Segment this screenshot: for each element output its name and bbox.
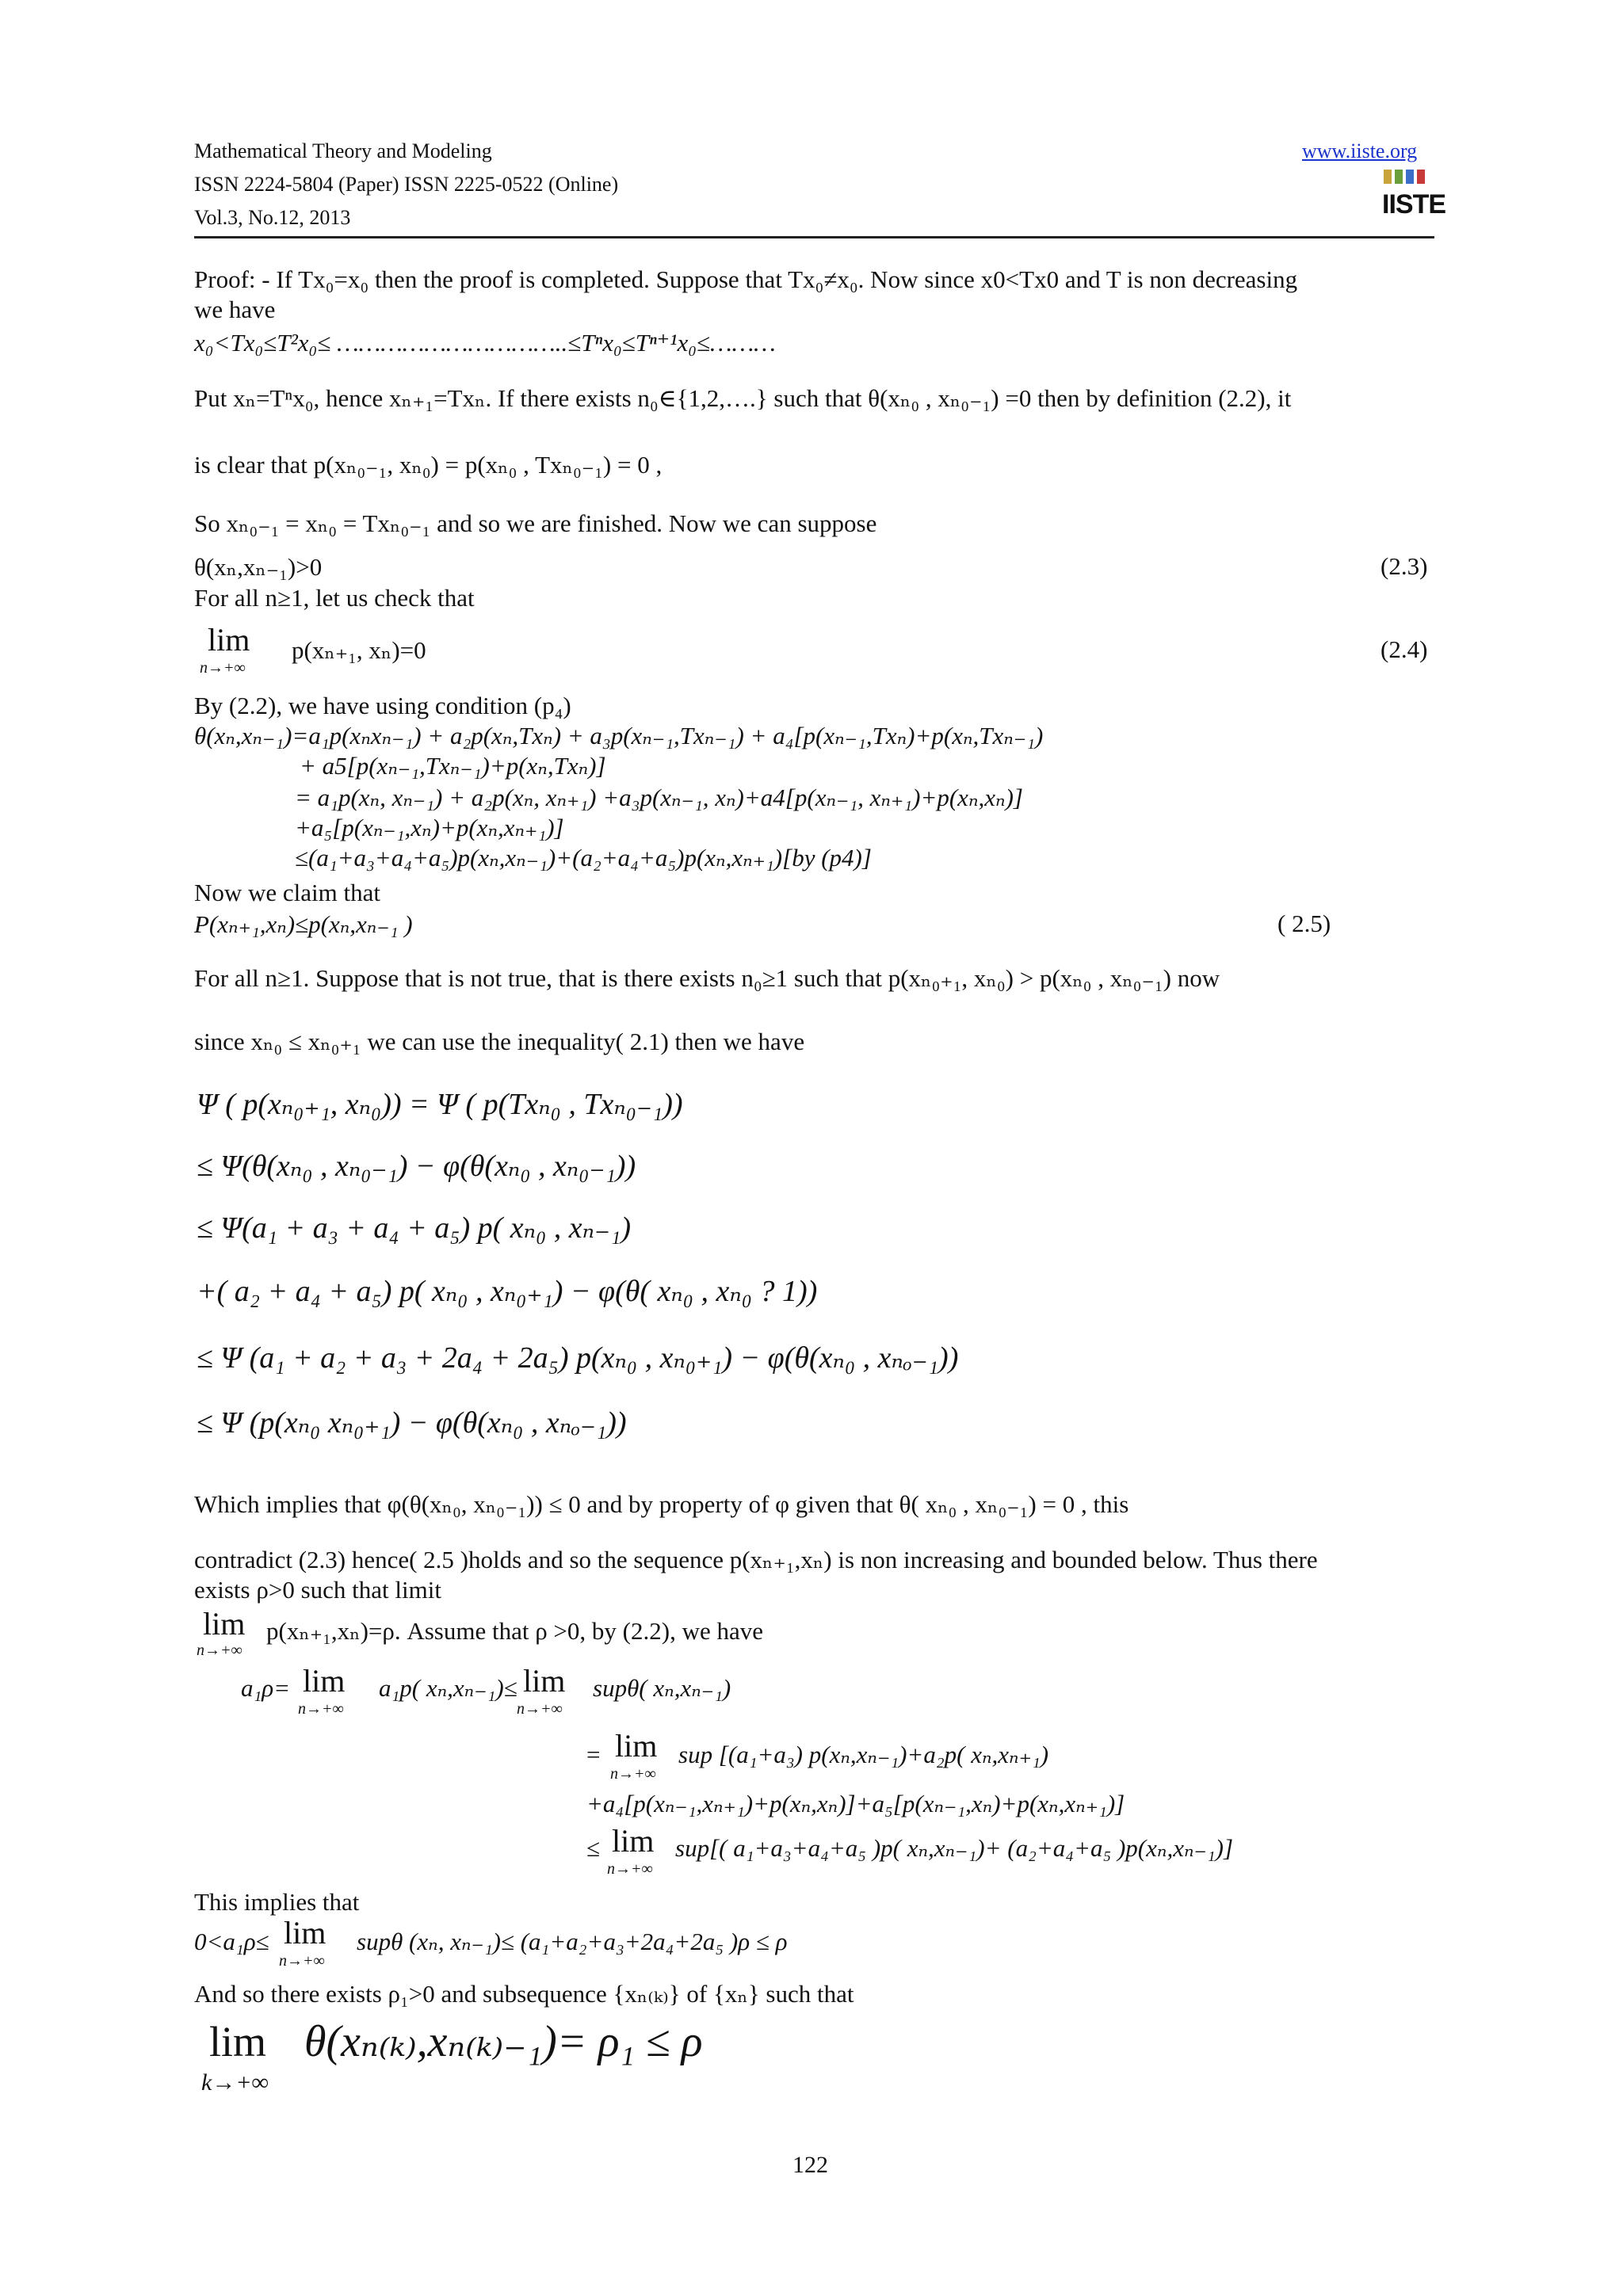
proof-line-1a: Proof: - If Tx₀=x₀ then the proof is completed. Suppose that Tx₀≠x₀. Now since x0<Tx0 and T is non decreasing bbox=[194, 265, 1298, 293]
proof-line-11: + a5[p(xₙ₋₁,Txₙ₋₁)+p(xₙ,Txₙ)] bbox=[300, 752, 606, 780]
proof-line-27: exists ρ>0 such that limit bbox=[194, 1576, 441, 1604]
inequality-step-3: ≤ Ψ(a₁ + a₃ + a₄ + a₅) p( xₙ₀ , xₙ₋₁) bbox=[197, 1211, 631, 1245]
sup-expansion-2: +a₄[p(xₙ₋₁,xₙ₊₁)+p(xₙ,xₙ)]+a₅[p(xₙ₋₁,xₙ)+p(xₙ,xₙ₊₁)] bbox=[586, 1790, 1125, 1817]
bound-expression: supθ (xₙ, xₙ₋₁)≤ (a₁+a₂+a₃+2a₄+2a₅ )ρ ≤ ρ bbox=[357, 1928, 788, 1955]
proof-line-2: x₀<Tx₀≤T²x₀≤ …………………………..≤Tⁿx₀≤Tⁿ⁺¹x₀≤……… bbox=[194, 329, 776, 357]
page-number: 122 bbox=[792, 2152, 828, 2178]
proof-line-17: For all n≥1. Suppose that is not true, that is there exists n₀≥1 such that p(xₙ₀₊₁, xₙ₀) > p(xₙ₀ , xₙ₀₋₁) now bbox=[194, 964, 1220, 992]
final-limit-subscript: k→+∞ bbox=[201, 2069, 269, 2096]
a1-rho-term: a₁p( xₙ,xₙ₋₁)≤ bbox=[379, 1674, 517, 1702]
sup-expansion-1: sup [(a₁+a₃) p(xₙ,xₙ₋₁)+a₂p( xₙ,xₙ₊₁) bbox=[678, 1741, 1049, 1768]
equation-number-2-3: (2.3) bbox=[1381, 552, 1428, 580]
limit-subscript: n→+∞ bbox=[517, 1700, 563, 1718]
equation-number-2-5: ( 2.5) bbox=[1277, 910, 1331, 937]
header-rule bbox=[194, 236, 1434, 238]
limit-operator: lim bbox=[523, 1663, 566, 1699]
proof-line-26: contradict (2.3) hence( 2.5 )holds and so the sequence p(xₙ₊₁,xₙ) is non increasing and bounded below. Thus there bbox=[194, 1546, 1318, 1573]
inequality-step-6: ≤ Ψ (p(xₙ₀ xₙ₀₊₁) − φ(θ(xₙ₀ , xₙₒ₋₁)) bbox=[197, 1406, 627, 1440]
proof-line-3: Put xₙ=Tⁿx₀, hence xₙ₊₁=Txₙ. If there exists n₀∈{1,2,….} such that θ(xₙ₀ , xₙ₀₋₁) =0 then by definition (2.2), it bbox=[194, 384, 1292, 412]
journal-issn: ISSN 2224-5804 (Paper) ISSN 2225-0522 (Online) bbox=[194, 173, 619, 196]
proof-line-1b: we have bbox=[194, 296, 276, 323]
limit-operator: lim bbox=[284, 1915, 327, 1951]
inequality-step-2: ≤ Ψ(θ(xₙ₀ , xₙ₀₋₁) − φ(θ(xₙ₀ , xₙ₀₋₁)) bbox=[197, 1150, 636, 1183]
proof-line-25: Which implies that φ(θ(xₙ₀, xₙ₀₋₁)) ≤ 0 and by property of φ given that θ( xₙ₀ , xₙ₀₋₁) = 0 , this bbox=[194, 1490, 1129, 1518]
limit-subscript: n→+∞ bbox=[197, 1642, 242, 1659]
sup-expansion-3: sup[( a₁+a₃+a₄+a₅ )p( xₙ,xₙ₋₁)+ (a₂+a₄+a₅ )p(xₙ,xₙ₋₁)] bbox=[675, 1834, 1234, 1862]
proof-line-4: is clear that p(xₙ₀₋₁, xₙ₀) = p(xₙ₀ , Txₙ₀₋₁) = 0 , bbox=[194, 451, 663, 479]
iiste-logo: IISTE bbox=[1382, 170, 1434, 227]
limit-subscript: n→+∞ bbox=[298, 1700, 344, 1718]
proof-line-35: And so there exists ρ₁>0 and subsequence {xₙ₍ₖ₎} of {xₙ} such that bbox=[194, 1980, 854, 2008]
journal-volume: Vol.3, No.12, 2013 bbox=[194, 206, 351, 229]
limit-subscript: n→+∞ bbox=[200, 659, 246, 677]
limit-operator: lim bbox=[208, 622, 250, 658]
proof-line-9: By (2.2), we have using condition (p₄) bbox=[194, 692, 571, 719]
proof-line-13: +a₅[p(xₙ₋₁,xₙ)+p(xₙ,xₙ₊₁)] bbox=[295, 814, 564, 841]
inequality-step-5: ≤ Ψ (a₁ + a₂ + a₃ + 2a₄ + 2a₅) p(xₙ₀ , xₙ₀₊₁) − φ(θ(xₙ₀ , xₙₒ₋₁)) bbox=[197, 1341, 959, 1375]
limit-operator: lim bbox=[303, 1663, 346, 1699]
proof-line-18: since xₙ₀ ≤ xₙ₀₊₁ we can use the inequality( 2.1) then we have bbox=[194, 1028, 805, 1055]
inequality-step-1: Ψ ( p(xₙ₀₊₁, xₙ₀)) = Ψ ( p(Txₙ₀ , Txₙ₀₋₁)) bbox=[197, 1088, 683, 1121]
final-limit-operator: lim bbox=[209, 2018, 267, 2065]
limit-operator: lim bbox=[203, 1606, 246, 1642]
a1-rho-label: a₁ρ= bbox=[241, 1674, 291, 1702]
final-limit-expression: θ(xₙ₍ₖ₎,xₙ₍ₖ₎₋₁)= ρ₁ ≤ ρ bbox=[304, 2017, 703, 2066]
proof-line-28: p(xₙ₊₁,xₙ)=ρ. Assume that ρ >0, by (2.2), we have bbox=[266, 1617, 763, 1645]
proof-line-15: Now we claim that bbox=[194, 879, 381, 906]
limit-operator: lim bbox=[612, 1823, 655, 1859]
bound-prefix: 0<a₁ρ≤ bbox=[194, 1928, 269, 1955]
equation-2-5: P(xₙ₊₁,xₙ)≤p(xₙ,xₙ₋₁ ) bbox=[194, 910, 413, 938]
proof-line-12: = a₁p(xₙ, xₙ₋₁) + a₂p(xₙ, xₙ₊₁) +a₃p(xₙ₋₁, xₙ)+a4[p(xₙ₋₁, xₙ₊₁)+p(xₙ,xₙ)] bbox=[295, 784, 1023, 811]
equation-number-2-4: (2.4) bbox=[1381, 635, 1428, 663]
inequality-step-4: +( a₂ + a₄ + a₅) p( xₙ₀ , xₙ₀₊₁) − φ(θ( xₙ₀ , xₙ₀ ? 1)) bbox=[197, 1275, 818, 1308]
journal-title: Mathematical Theory and Modeling bbox=[194, 139, 492, 162]
limit-subscript: n→+∞ bbox=[607, 1860, 653, 1878]
less-equal-sign: ≤ bbox=[586, 1834, 601, 1862]
proof-line-5: So xₙ₀₋₁ = xₙ₀ = Txₙ₀₋₁ and so we are finished. Now we can suppose bbox=[194, 509, 877, 537]
a1-rho-sup: supθ( xₙ,xₙ₋₁) bbox=[593, 1674, 731, 1702]
journal-website-link[interactable]: www.iiste.org bbox=[1302, 139, 1418, 162]
proof-line-10: θ(xₙ,xₙ₋₁)=a₁p(xₙxₙ₋₁) + a₂p(xₙ,Txₙ) + a₃p(xₙ₋₁,Txₙ₋₁) + a₄[p(xₙ₋₁,Txₙ)+p(xₙ,Txₙ₋₁) bbox=[194, 722, 1044, 749]
limit-subscript: n→+∞ bbox=[610, 1765, 656, 1783]
limit-operator: lim bbox=[615, 1728, 658, 1764]
proof-line-7: For all n≥1, let us check that bbox=[194, 584, 475, 612]
equation-2-4: p(xₙ₊₁, xₙ)=0 bbox=[292, 636, 426, 664]
proof-line-14: ≤(a₁+a₃+a₄+a₅)p(xₙ,xₙ₋₁)+(a₂+a₄+a₅)p(xₙ,xₙ₊₁)[by (p4)] bbox=[295, 844, 872, 871]
limit-subscript: n→+∞ bbox=[279, 1952, 325, 1970]
equation-2-3: θ(xₙ,xₙ₋₁)>0 bbox=[194, 553, 323, 581]
equals-sign: = bbox=[586, 1741, 601, 1768]
proof-line-33: This implies that bbox=[194, 1888, 360, 1916]
